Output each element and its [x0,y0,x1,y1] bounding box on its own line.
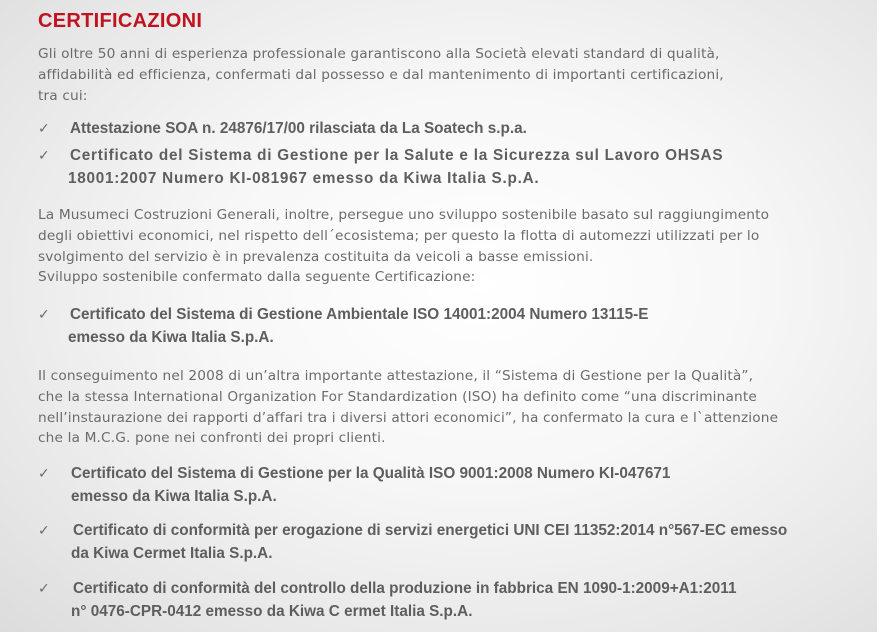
certification-text: da Kiwa Cermet Italia S.p.A. [71,545,273,562]
check-icon: ✓ [38,581,50,597]
sustainability-line: degli obiettivi economici, nel rispetto dell´ecosistema; per questo la flotta di automezzi utilizzati per lo [38,227,760,244]
certification-text: Certificato di conformità per erogazione di servizi energetici UNI CEI 11352:2014 n°567-EC emesso [73,522,788,539]
certification-text: Certificato del Sistema di Gestione per la Qualità ISO 9001:2008 Numero KI-047671 [71,465,671,482]
quality-line: Il conseguimento nel 2008 di un’altra importante attestazione, il “Sistema di Gestione per la Qualità”, [38,368,754,384]
certification-text: Certificato del Sistema di Gestione Ambientale ISO 14001:2004 Numero 13115-E [70,306,649,323]
check-icon: ✓ [38,466,50,482]
check-icon: ✓ [38,523,50,539]
check-icon: ✓ [38,148,51,164]
certification-text: n° 0476-CPR-0412 emesso da Kiwa C ermet Italia S.p.A. [71,603,473,620]
sustainability-line: La Musumeci Costruzioni Generali, inoltre, persegue uno sviluppo sostenibile basato sul raggiungimento [38,207,770,223]
certification-text: Certificato del Sistema di Gestione per la Salute e la Sicurezza sul Lavoro OHSAS [70,147,724,164]
quality-paragraph [38,366,778,449]
sustainability-line: svolgimento del servizio è in prevalenza costituita da veicoli a basse emissioni. [38,248,594,265]
quality-line: che la stessa International Organization For Standardization (ISO) ha definito come “una discriminante [38,388,757,405]
page-title: CERTIFICAZIONI [38,10,203,32]
quality-line: nell’instaurazione dei rapporti d’affari tra i diversi attori economici”, ha confermato la cura e l`attenzione [38,409,779,426]
certification-text: Certificato di conformità del controllo della produzione in fabbrica EN 1090-1:2009+A1:2011 [73,580,737,597]
certification-text: emesso da Kiwa Italia S.p.A. [68,329,274,346]
certification-text: Attestazione SOA n. 24876/17/00 rilasciata da La Soatech s.p.a. [70,120,527,137]
check-icon: ✓ [38,307,50,323]
intro-line: tra cui: [38,87,88,104]
intro-line: affidabilità ed efficienza, confermati dal possesso e dal mantenimento di importanti certificazioni, [38,66,724,83]
check-icon: ✓ [38,121,50,137]
intro-line: Gli oltre 50 anni di esperienza professionale garantiscono alla Società elevati standard di qualità, [38,46,720,62]
quality-line: che la M.C.G. pone nei confronti dei propri clienti. [38,430,386,447]
certification-text: 18001:2007 Numero KI-081967 emesso da Kiwa Italia S.p.A. [68,170,540,187]
sustainability-line: Sviluppo sostenibile confermato dalla seguente Certificazione: [38,269,476,286]
sustainability-paragraph [38,205,769,288]
certification-text: emesso da Kiwa Italia S.p.A. [71,488,277,505]
intro-paragraph [38,44,724,106]
